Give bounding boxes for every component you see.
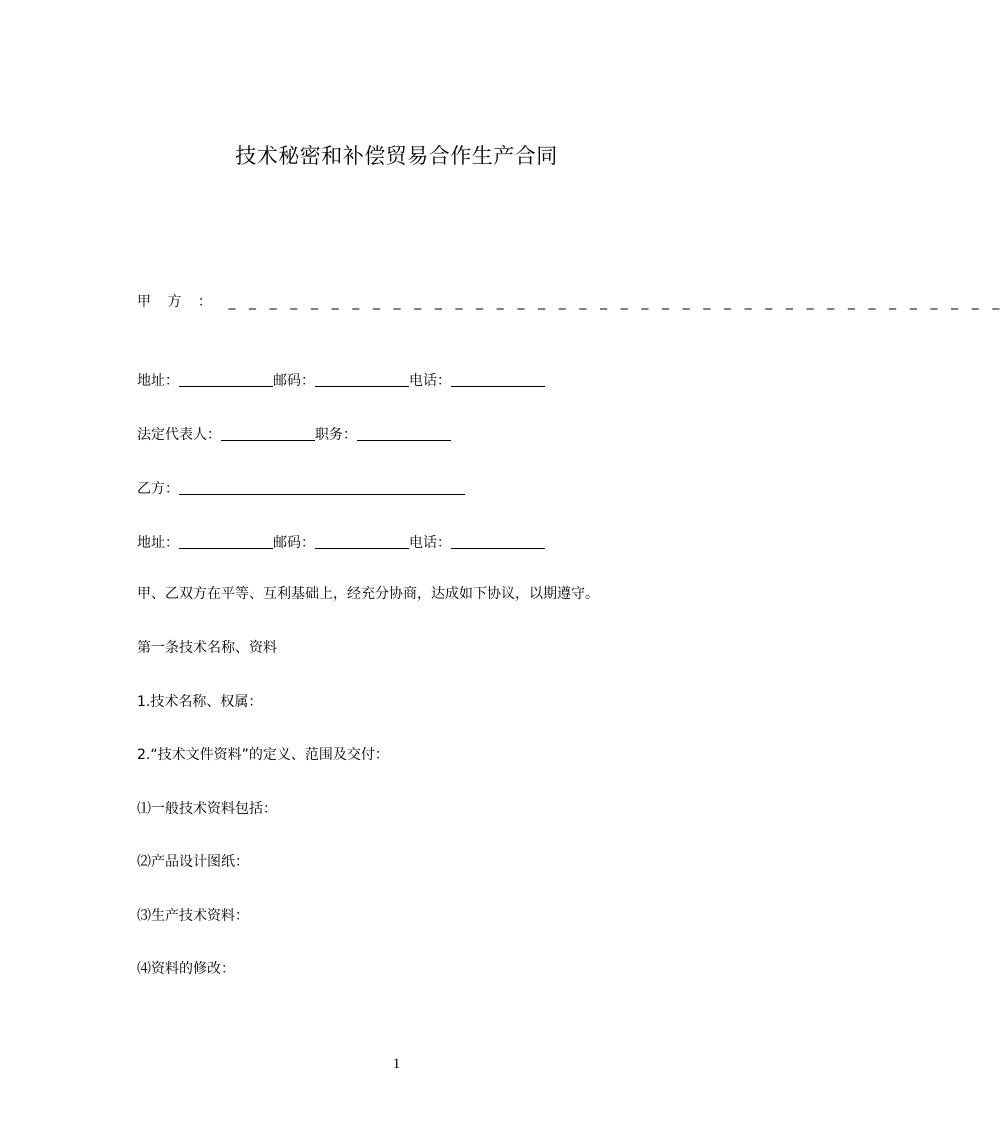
postcode-label: 邮码： xyxy=(273,535,315,551)
party-a-line xyxy=(137,292,1004,312)
party-b-blank[interactable] xyxy=(179,480,465,495)
page-number: 1 xyxy=(392,1056,401,1072)
item-production-tech-data: ⑶生产技术资料： xyxy=(137,908,249,924)
item-product-drawings: ⑵产品设计图纸： xyxy=(137,854,249,870)
item-technology-name: 1.技术名称、权属： xyxy=(137,694,263,710)
item-technical-documents: 2.“技术文件资料”的定义、范围及交付： xyxy=(137,747,389,763)
party-b-label: 乙方： xyxy=(137,481,179,497)
postcode-blank[interactable] xyxy=(315,372,409,387)
postcode-label: 邮码： xyxy=(273,373,315,389)
address-blank[interactable] xyxy=(179,372,273,387)
party-a-contact-line xyxy=(137,371,545,391)
postcode-blank[interactable] xyxy=(315,534,409,549)
party-a-label: 甲 方 ： xyxy=(137,294,218,310)
legal-rep-blank[interactable] xyxy=(221,426,315,441)
legal-rep-line xyxy=(137,425,451,445)
article-1-heading: 第一条技术名称、资料 xyxy=(137,640,277,656)
party-a-blank[interactable]: _ _ _ _ _ _ _ _ _ _ _ _ _ _ _ _ _ _ _ _ _ _ _ _ _ _ _ _ _ _ _ _ _ _ _ _ _ _ xyxy=(228,294,1004,310)
address-label: 地址： xyxy=(137,373,179,389)
address-label: 地址： xyxy=(137,535,179,551)
position-blank[interactable] xyxy=(357,426,451,441)
phone-label: 电话： xyxy=(409,535,451,551)
item-general-tech-data: ⑴一般技术资料包括： xyxy=(137,801,277,817)
phone-blank[interactable] xyxy=(451,372,545,387)
phone-label: 电话： xyxy=(409,373,451,389)
party-b-line xyxy=(137,479,465,499)
address-blank[interactable] xyxy=(179,534,273,549)
phone-blank[interactable] xyxy=(451,534,545,549)
position-label: 职务： xyxy=(315,427,357,443)
party-b-contact-line xyxy=(137,533,545,553)
legal-rep-label: 法定代表人： xyxy=(137,427,221,443)
page-title: 技术秘密和补偿贸易合作生产合同 xyxy=(235,144,558,168)
preamble-paragraph: 甲、乙双方在平等、互利基础上，经充分协商，达成如下协议，以期遵守。 xyxy=(137,586,599,602)
item-data-modification: ⑷资料的修改： xyxy=(137,961,235,977)
